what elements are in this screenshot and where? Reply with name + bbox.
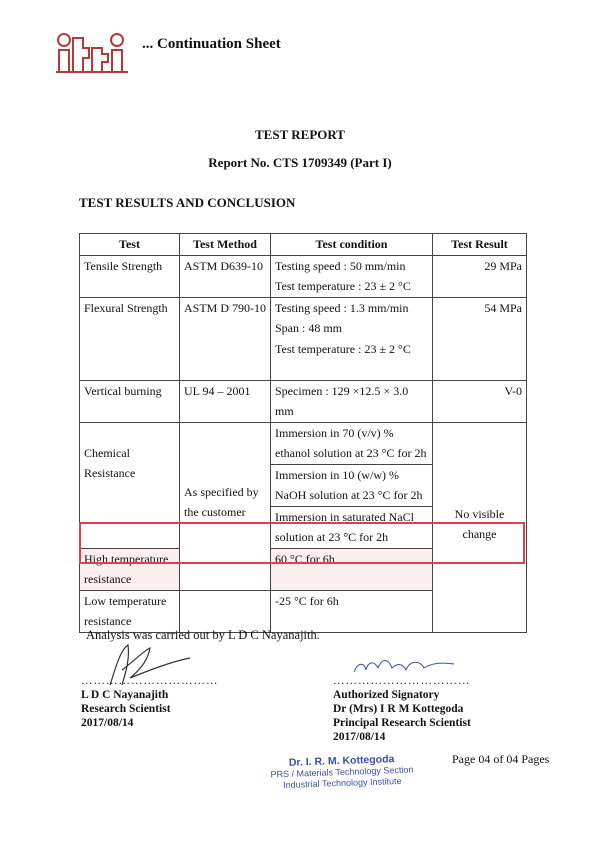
cell-method: UL 94 – 2001 — [180, 380, 271, 422]
table-header-row — [80, 234, 527, 256]
report-title: TEST REPORT — [255, 127, 345, 142]
stamp-line: Dr. I. R. M. Kottegoda — [288, 753, 395, 769]
results-table — [79, 233, 527, 633]
header-test: Test — [80, 234, 180, 256]
analysis-note: Analysis was carried out by L D C Nayanajith. — [86, 628, 320, 642]
cell-method: ASTM D 790-10 — [180, 297, 271, 380]
condition-line: Immersion in saturated NaCl — [271, 506, 432, 528]
cell-test: Flexural Strength — [80, 297, 180, 380]
test-line: resistance — [84, 572, 132, 586]
cell-method — [180, 422, 271, 590]
signatory-title: Principal Research Scientist — [333, 717, 471, 729]
signatory-title: Research Scientist — [81, 703, 171, 715]
result-line: No visible — [454, 506, 505, 521]
condition-blank — [275, 359, 428, 380]
signatory-date: 2017/08/14 — [81, 717, 134, 729]
cell-result: 54 MPa — [433, 297, 527, 380]
test-line: resistance — [84, 614, 132, 628]
section-heading: TEST RESULTS AND CONCLUSION — [79, 195, 296, 210]
method-line: the customer — [184, 505, 246, 519]
condition-line: solution at 23 °C for 2h — [275, 530, 389, 544]
signature-line: …………………………… — [333, 675, 471, 687]
header-method: Test Method — [180, 234, 271, 256]
condition-line: Span : 48 mm — [275, 321, 343, 335]
table-row — [80, 255, 527, 297]
test-line: High temperature — [84, 551, 169, 566]
condition-line: Testing speed : 50 mm/min — [275, 258, 406, 273]
condition-line: Test temperature : 23 ± 2 °C — [275, 341, 411, 356]
condition-line: Testing speed : 1.3 mm/min — [275, 300, 409, 315]
condition-line: ethanol solution at 23 °C for 2h — [275, 446, 427, 460]
cell-condition: Specimen : 129 ×12.5 × 3.0 mm — [271, 380, 433, 422]
stamp-line: Industrial Technology Institute — [283, 775, 402, 791]
cell-test: Vertical burning — [80, 380, 180, 422]
signatory-date: 2017/08/14 — [333, 731, 386, 743]
signatory-name: L D C Nayanajith — [81, 689, 169, 701]
table-row — [80, 380, 527, 422]
stamp-line: PRS / Materials Technology Section — [270, 764, 414, 780]
table-row — [80, 297, 527, 380]
signatory-label: Authorized Signatory — [333, 689, 440, 701]
test-line: Resistance — [84, 466, 136, 480]
page-number: Page 04 of 04 Pages — [452, 752, 550, 766]
cell-condition — [271, 297, 433, 380]
cell-condition — [271, 255, 433, 297]
cell-result: V-0 — [433, 380, 527, 422]
condition-line: Test temperature : 23 ± 2 °C — [275, 279, 411, 293]
signatory-left — [81, 674, 219, 730]
condition-line: Immersion in 10 (w/w) % — [271, 464, 432, 486]
signatory-right — [333, 674, 471, 744]
report-number: Report No. CTS 1709349 (Part I) — [208, 155, 392, 170]
test-line: Low temperature — [84, 593, 167, 608]
cell-result: 29 MPa — [433, 255, 527, 297]
header-condition: Test condition — [271, 234, 433, 256]
cell-test: Tensile Strength — [80, 255, 180, 297]
signatory-name: Dr (Mrs) I R M Kottegoda — [333, 703, 464, 715]
official-stamp — [261, 753, 422, 792]
result-line: change — [462, 527, 497, 541]
highlight-box — [79, 522, 525, 564]
condition-line: Immersion in 70 (v/v) % — [275, 425, 394, 440]
test-line: Chemical — [84, 445, 130, 460]
itri-logo — [56, 30, 130, 74]
condition-line: NaOH solution at 23 °C for 2h — [275, 488, 423, 502]
signature-line: …………………………… — [81, 675, 219, 687]
continuation-sheet-label: ... Continuation Sheet — [142, 36, 281, 52]
cell-method — [180, 590, 271, 632]
cell-method: ASTM D639-10 — [180, 255, 271, 297]
cell-condition: 60 °C for 6h — [271, 548, 433, 590]
cell-condition: -25 °C for 6h — [271, 590, 433, 632]
header-result: Test Result — [433, 234, 527, 256]
method-line: As specified by — [184, 484, 259, 499]
cell-test — [80, 590, 180, 632]
